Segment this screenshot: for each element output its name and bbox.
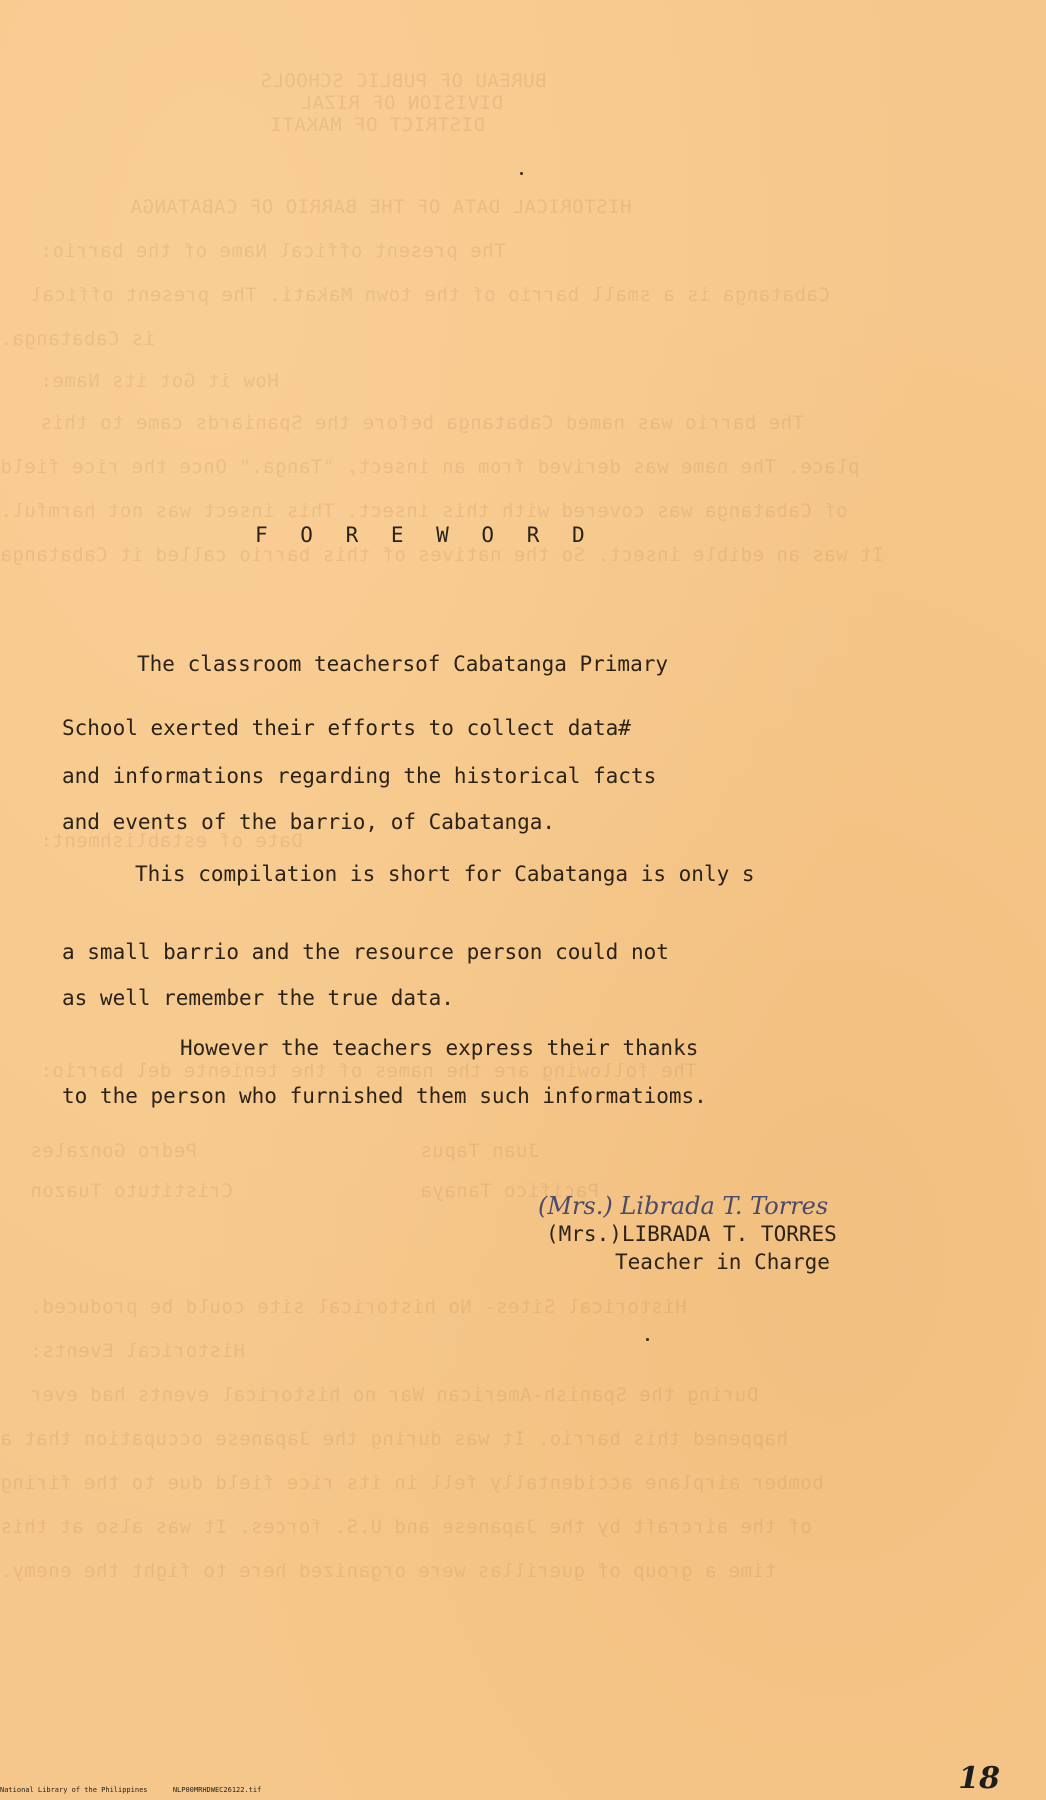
file-name: NLP00MRHDWEC26122.tif [172,1786,262,1794]
bleed-through-texture: BUREAU OF PUBLIC SCHOOLS DIVISION OF RIZAL DISTRICT OF MAKATI HISTORICAL DATA OF THE BARRIO OF CABATANGA The present offical Name of the barrio: Cabatanga is a small barrio of the town Makati. The present offical is Cabatanga. How it Got its Name: The barrio was named Cabatanga before the Spaniards came to this place. The name was derived from an insect, "Tanga." Once the rice field of Cabatanga was covered with this insect. This insect was not harmful. It was an edible insect. So the natives of this barrio called it Cabatanga Date of establishment: The following are the names of the teniente del barrio: Pedro Gonzales Juan Tapus Cristituto Tuazon Pacifico Tanaya Historical Sites- No historical site could be produced. Historical Events: During the Spanish-American War no historical events had ever happened this barrio. It was during the Japanese occupation that a bomber airplane accidentally fell in its rice field due to the firing of the aircraft by the Japanese and U.S. forces. It was also at this time a group of guerillas were organized here to fight the enemy. [0,70,884,1582]
signatory-title: Teacher in Charge [615,1250,830,1274]
signatory-name: (Mrs.)LIBRADA T. TORRES [546,1222,837,1246]
paragraph-1-line-2: School exerted their efforts to collect data# [62,716,631,740]
page-number: 18 [958,1761,1000,1796]
paragraph-2-line-2: a small barrio and the resource person could not [62,940,669,964]
archive-label: National Library of the Philippines [0,1786,148,1794]
ink-speck [646,1338,649,1341]
page-title: F O R E W O R D [255,523,595,547]
paragraph-3-line-2: to the person who furnished them such informatioms. [62,1084,707,1108]
paragraph-2-line-3: as well remember the true data. [62,986,454,1010]
paragraph-1-line-4: and events of the barrio, of Cabatanga. [62,810,556,834]
paragraph-2-line-1: This compilation is short for Cabatanga is only s [135,862,755,886]
paragraph-3-line-1: However the teachers express their thanks [180,1036,699,1060]
paragraph-1-line-1: The classroom teachersof Cabatanga Primary [137,652,669,676]
handwritten-signature: (Mrs.) Librada T. Torres [538,1192,829,1220]
paragraph-1-line-3: and informations regarding the historical facts [62,764,657,788]
ink-speck [520,172,523,175]
archive-footer [0,1786,261,1794]
